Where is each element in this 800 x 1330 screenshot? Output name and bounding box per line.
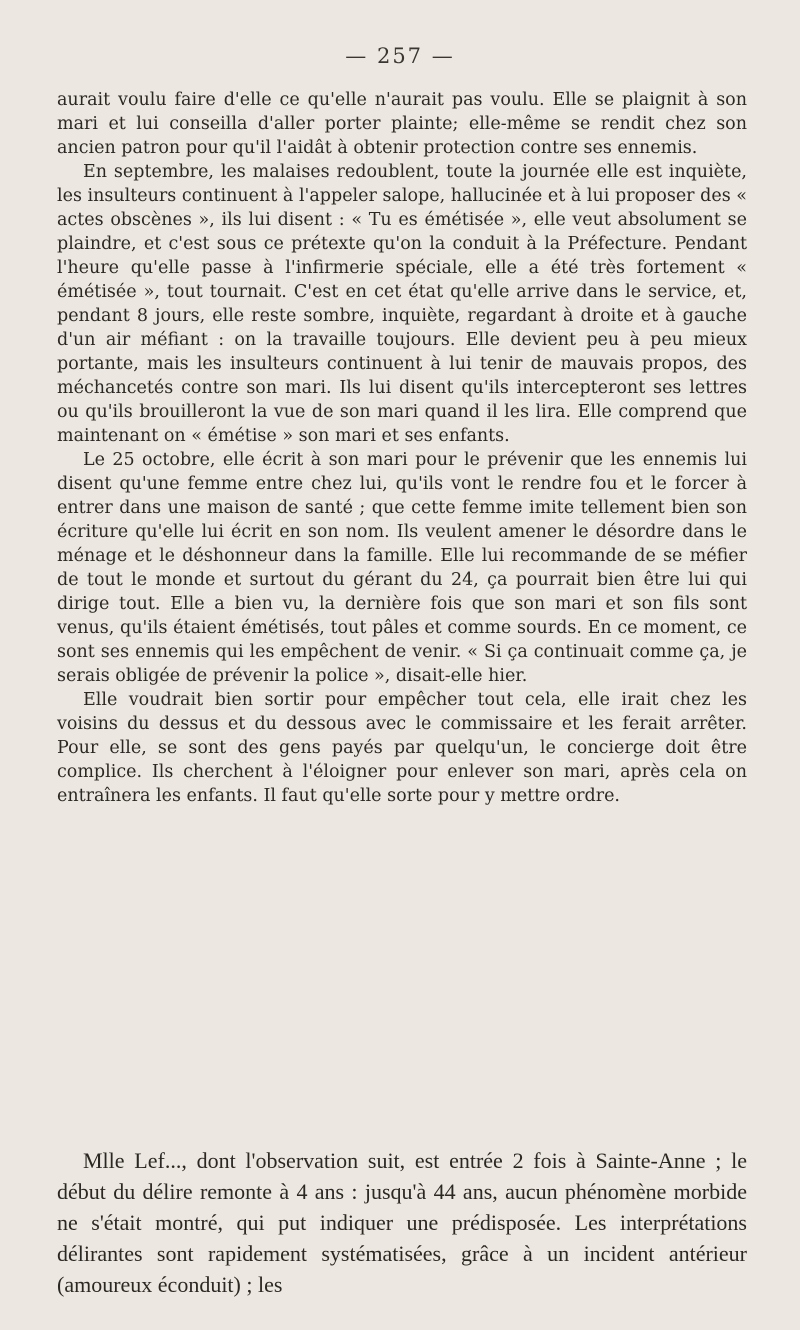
paragraph-mlle-lef: Mlle Lef..., dont l'observation suit, est entrée 2 fois à Sainte-Anne ; le début du délire remonte à 4 ans : jusqu'à 44 ans, aucun phénomène morbide ne s'était montré, qui put indiquer une prédisposée. Les interprétations délirantes sont rapidement systématisées, grâce à un incident antérieur (amoureux éconduit) ; les [57,1148,747,1297]
next-observation-text [57,1145,747,1300]
page-number: — 257 — [345,44,455,68]
paragraph-october: Le 25 octobre, elle écrit à son mari pour le prévenir que les ennemis lui disent qu'une femme entre chez lui, qu'ils vont le rendre fou et le forcer à entrer dans une maison de santé ; que cette femme imite tellement bien son écriture qu'elle lui écrit en son nom. Ils veulent amener le désordre dans le ménage et le déshonneur dans la famille. Elle lui recommande de se méfier de tout le monde et surtout du gérant du 24, ça pourrait bien être lui qui dirige tout. Elle a bien vu, la dernière fois que son mari et son fils sont venus, qu'ils étaient émétisés, tout pâles et comme sourds. En ce moment, ce sont ses ennemis qui les empêchent de venir. « Si ça continuait comme ça, je serais obligée de prévenir la police », disait-elle hier. [57,450,747,686]
paragraph-wish-to-leave: Elle voudrait bien sortir pour empêcher tout cela, elle irait chez les voisins du dessus et du dessous avec le commissaire et les ferait arrêter. Pour elle, se sont des gens payés par quelqu'un, le concierge doit être complice. Ils cherchent à l'éloigner pour enlever son mari, après cela on entraînera les enfants. Il faut qu'elle sorte pour y mettre ordre. [57,690,747,806]
paragraph-september: En septembre, les malaises redoublent, toute la journée elle est inquiète, les insulteurs continuent à l'appeler salope, hallucinée et à lui proposer des « actes obscènes », ils lui disent : « Tu es émétisée », elle veut absolument se plaindre, et c'est sous ce prétexte qu'on la conduit à la Préfecture. Pendant l'heure qu'elle passe à l'infirmerie spéciale, elle a été très fortement « émétisée », tout tournait. C'est en cet état qu'elle arrive dans le service, et, pendant 8 jours, elle reste sombre, inquiète, regardant à droite et à gauche d'un air méfiant : on la travaille toujours. Elle devient peu à peu mieux portante, mais les insulteurs continuent à lui tenir de mauvais propos, des méchancetés contre son mari. Ils lui disent qu'ils intercepteront ses lettres ou qu'ils brouilleront la vue de son mari quand il les lira. Elle comprend que maintenant on « émétise » son mari et ses enfants. [57,162,747,446]
paragraph-continuation: aurait voulu faire d'elle ce qu'elle n'aurait pas voulu. Elle se plaignit à son mari et lui conseilla d'aller porter plainte; elle-même se rendit chez son ancien patron pour qu'il l'aidât à obtenir protection contre ses ennemis. [57,90,747,158]
case-text [57,88,747,808]
